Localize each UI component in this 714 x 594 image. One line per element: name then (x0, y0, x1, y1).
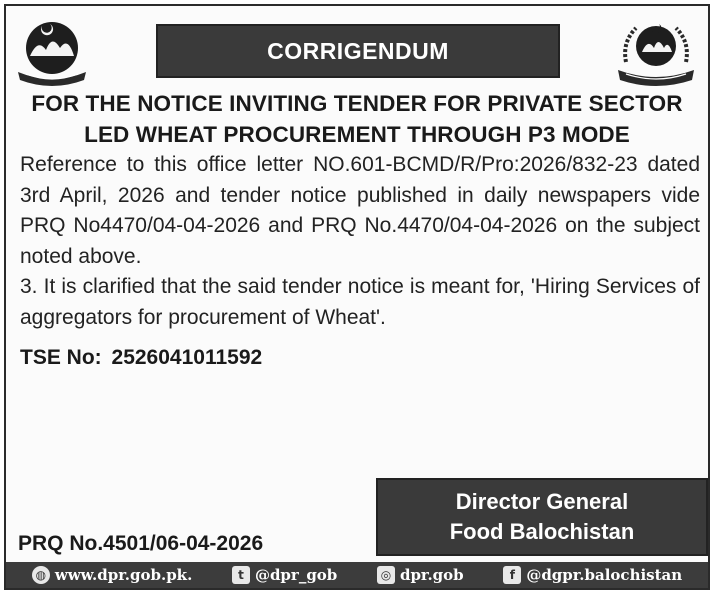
footer-twitter[interactable] (232, 566, 337, 584)
twitter-icon: t (232, 566, 250, 584)
newspaper-notice (4, 4, 710, 590)
food-department-emblem-icon (614, 18, 698, 88)
clarification-paragraph: 3. It is clarified that the said tender notice is meant for, 'Hiring Services of aggregators for procurement of Wheat'. (20, 275, 700, 329)
footer-instagram[interactable] (377, 566, 464, 584)
instagram-icon: ◎ (377, 566, 395, 584)
footer-website[interactable] (32, 566, 192, 584)
website-text: www.dpr.gob.pk. (54, 566, 193, 584)
twitter-handle: @dpr_gob (254, 566, 338, 584)
corrigendum-banner (156, 24, 560, 78)
globe-icon: ◍ (32, 566, 50, 584)
reference-paragraph: Reference to this office letter NO.601-BCMD/R/Pro:2026/832-23 dated 3rd April, 2026 and tender notice published in daily newspapers vide PRQ No4470/04-04-2026 and PRQ No.4470/04-04-2026 on the subject noted above. (20, 153, 700, 268)
signatory-title: Director General (455, 489, 629, 514)
tse-number-line (20, 346, 262, 370)
signatory-block (376, 478, 708, 556)
signatory-department: Food Balochistan (449, 519, 635, 544)
prq-reference: PRQ No.4501/06-04-2026 (18, 532, 264, 555)
subject-line-2: LED WHEAT PROCUREMENT THROUGH P3 MODE (84, 122, 630, 147)
instagram-handle: dpr.gob (399, 566, 464, 584)
facebook-icon: f (503, 566, 521, 584)
banner-title: CORRIGENDUM (267, 37, 449, 64)
notice-body (20, 150, 700, 333)
footer-bar (6, 562, 708, 588)
notice-subject (6, 88, 708, 150)
footer-facebook[interactable] (503, 566, 682, 584)
tse-number: 2526041011592 (111, 346, 263, 369)
balochistan-emblem-icon (12, 16, 92, 88)
subject-line-1: FOR THE NOTICE INVITING TENDER FOR PRIVATE SECTOR (31, 91, 683, 116)
facebook-handle: @dgpr.balochistan (526, 566, 683, 584)
tse-label: TSE No: (20, 346, 102, 369)
